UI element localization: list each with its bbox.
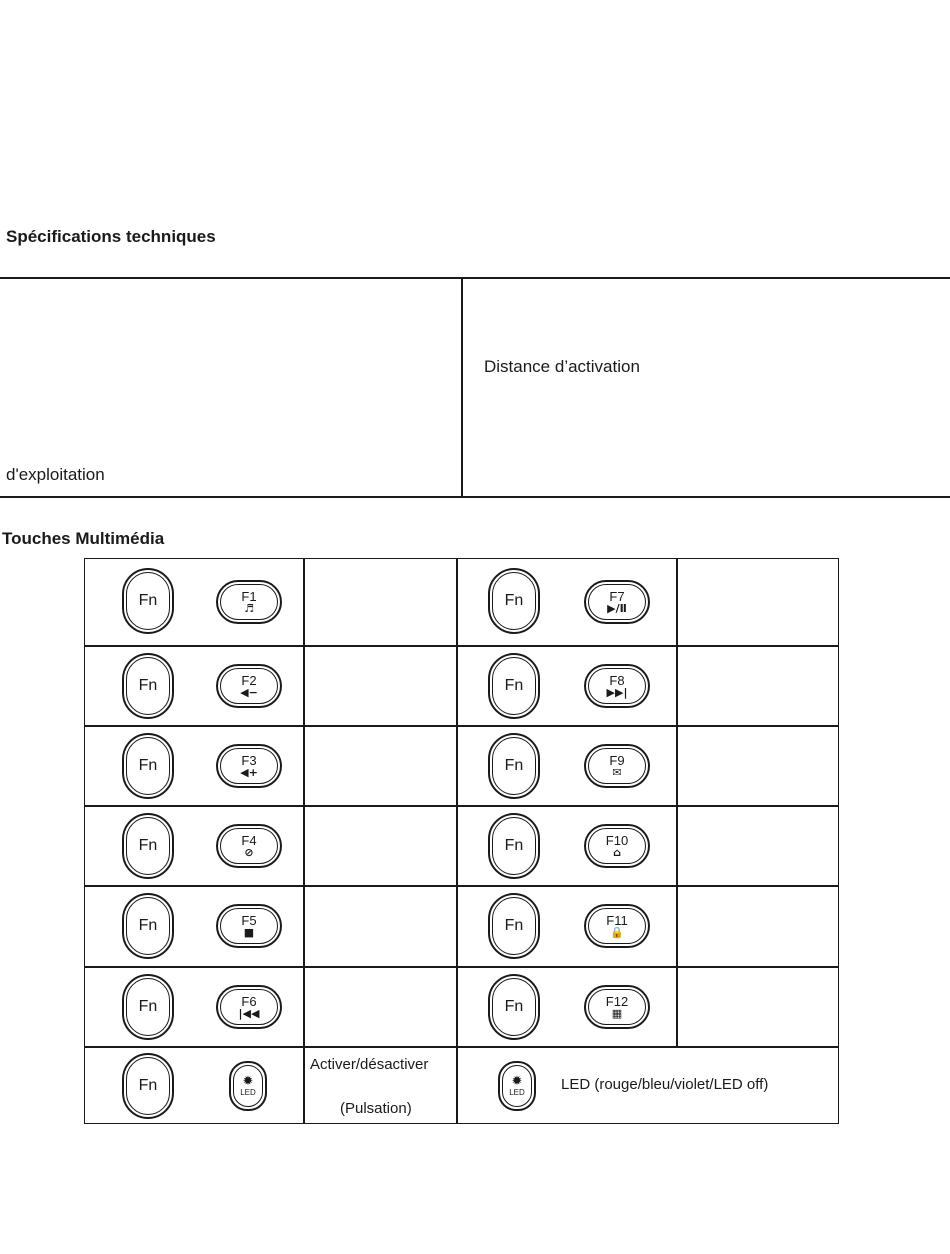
music-note-icon: ♬ [244, 601, 254, 615]
specs-top-rule [0, 277, 950, 279]
home-icon: ⌂ [613, 845, 621, 859]
f9-key-label: F9 [609, 752, 625, 768]
f4-key [216, 824, 282, 868]
table-divider [85, 805, 838, 807]
fn-key [488, 733, 540, 799]
f1-key [216, 580, 282, 624]
play-pause-icon: ▶/Ⅱ [607, 601, 627, 615]
fn-key-label: Fn [138, 917, 158, 934]
mute-icon: ⊘ [244, 845, 254, 859]
fn-key [122, 568, 174, 634]
f11-key [584, 904, 650, 948]
fn-key [122, 1053, 174, 1119]
fn-key [122, 813, 174, 879]
led-key-label: LED [509, 1088, 525, 1097]
f10-key-label: F10 [605, 832, 629, 848]
calculator-icon: ▦ [611, 1006, 623, 1020]
multimedia-keys-table [84, 558, 839, 1124]
sun-icon: ✹ [242, 1074, 254, 1089]
sun-icon: ✹ [511, 1074, 523, 1089]
fn-key-label: Fn [504, 592, 524, 609]
fn-key [122, 974, 174, 1040]
f3-key-label: F3 [241, 752, 257, 768]
led-key [229, 1061, 267, 1111]
f4-key-label: F4 [241, 832, 257, 848]
specs-column-divider [461, 278, 463, 497]
f2-key [216, 664, 282, 708]
fn-key [488, 893, 540, 959]
spec-actuation-distance-label: Distance d’activation [484, 357, 640, 376]
fn-key-label: Fn [138, 592, 158, 609]
spec-operating-label: d'exploitation [6, 465, 105, 484]
table-divider [85, 725, 838, 727]
led-toggle-description: Activer/désactiver [310, 1056, 429, 1073]
f7-key [584, 580, 650, 624]
table-divider [85, 1046, 838, 1048]
fn-key-label: Fn [504, 677, 524, 694]
fn-key-label: Fn [504, 917, 524, 934]
f8-key-label: F8 [609, 672, 625, 688]
lock-icon: 🔒 [610, 925, 624, 939]
f12-key [584, 985, 650, 1029]
next-track-icon: ▶▶| [606, 685, 628, 699]
f10-key [584, 824, 650, 868]
mail-icon: ✉ [612, 765, 622, 779]
f6-key [216, 985, 282, 1029]
table-divider [85, 645, 838, 647]
fn-key-label: Fn [504, 757, 524, 774]
multimedia-heading: Touches Multimédia [2, 529, 165, 548]
f12-key-label: F12 [605, 993, 629, 1009]
fn-key [488, 974, 540, 1040]
fn-key-label: Fn [138, 757, 158, 774]
fn-key-label: Fn [504, 837, 524, 854]
previous-track-icon: |◀◀ [238, 1006, 260, 1020]
f6-key-label: F6 [241, 993, 257, 1009]
fn-key-label: Fn [504, 998, 524, 1015]
fn-key [122, 733, 174, 799]
led-key [498, 1061, 536, 1111]
specs-bottom-rule [0, 496, 950, 498]
led-color-description: LED (rouge/bleu/violet/LED off) [561, 1076, 769, 1093]
led-key-label: LED [240, 1088, 256, 1097]
fn-key-label: Fn [138, 677, 158, 694]
led-pulse-description: (Pulsation) [340, 1100, 412, 1117]
f9-key [584, 744, 650, 788]
volume-down-icon: ◀− [240, 685, 258, 699]
fn-key [122, 893, 174, 959]
fn-key [488, 653, 540, 719]
f8-key [584, 664, 650, 708]
f1-key-label: F1 [241, 588, 257, 604]
table-divider [303, 559, 305, 1123]
table-divider [85, 966, 838, 968]
f2-key-label: F2 [241, 672, 257, 688]
f11-key-label: F11 [606, 912, 628, 928]
f5-key [216, 904, 282, 948]
f5-key-label: F5 [241, 912, 257, 928]
fn-key-label: Fn [138, 837, 158, 854]
fn-key [122, 653, 174, 719]
stop-icon: ■ [243, 925, 255, 939]
table-divider [456, 559, 458, 1123]
fn-key-label: Fn [138, 998, 158, 1015]
f3-key [216, 744, 282, 788]
fn-key [488, 813, 540, 879]
f7-key-label: F7 [609, 588, 625, 604]
fn-key [488, 568, 540, 634]
table-divider [676, 559, 678, 1046]
fn-key-label: Fn [138, 1077, 158, 1094]
table-divider [85, 885, 838, 887]
specs-heading: Spécifications techniques [6, 227, 216, 246]
volume-up-icon: ◀+ [240, 765, 258, 779]
